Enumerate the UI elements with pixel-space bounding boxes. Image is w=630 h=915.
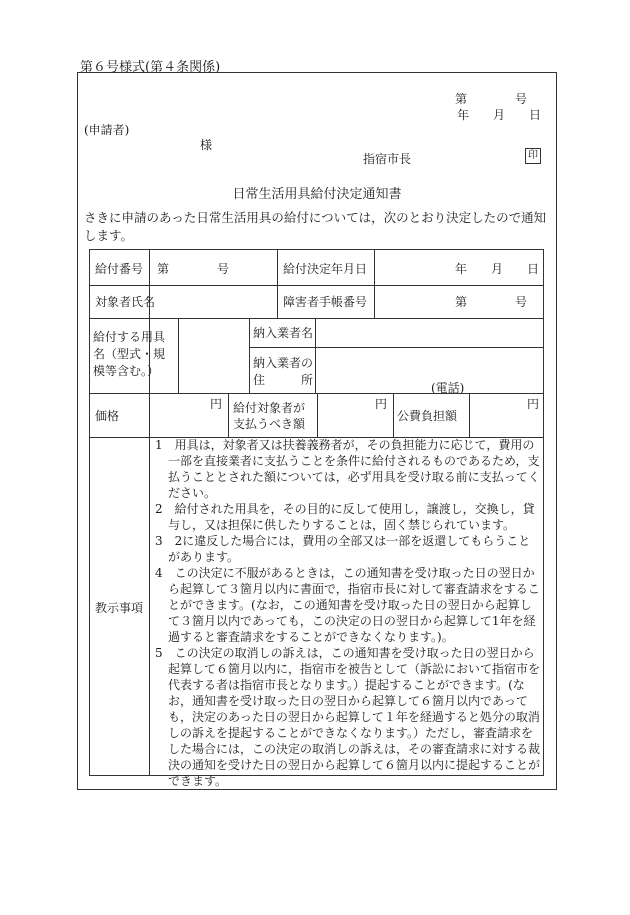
recipient-name-label: 対象者氏名 bbox=[95, 295, 156, 309]
recipient-payment-label-2: 支払うべき額 bbox=[233, 417, 306, 431]
phone-label: (電話) bbox=[431, 381, 465, 395]
decision-date-value: 年 月 日 bbox=[455, 262, 540, 276]
public-burden-label: 公費負担額 bbox=[397, 409, 458, 423]
notice-number-label: 第 号 bbox=[455, 92, 528, 106]
intro-text: さきに申請のあった日常生活用具の給付については，次のとおり決定したので通知します。 bbox=[84, 210, 547, 243]
notice-date-label: 年 月 日 bbox=[457, 108, 542, 122]
issuer-mayor: 指宿市長 bbox=[363, 152, 412, 166]
form-number-title: 第６号様式(第４条関係) bbox=[80, 60, 221, 75]
equipment-name-label: 給付する用具名（型式・規模等含む。） bbox=[93, 330, 166, 378]
public-burden-yen: 円 bbox=[527, 397, 540, 411]
handbook-number-label: 障害者手帳番号 bbox=[283, 295, 368, 309]
price-label: 価格 bbox=[95, 409, 120, 423]
handbook-number-value: 第 号 bbox=[455, 295, 528, 309]
benefit-number-label: 給付番号 bbox=[95, 262, 144, 276]
instruction-item-2: 2 給付された用具を，その目的に反して使用し，譲渡し，交換し，貸与し，又は担保に供したりすることは，固く禁じられています。 bbox=[155, 502, 535, 532]
instruction-item-4: 4 この決定に不服があるときは，この通知書を受け取った日の翌日から起算して３箇月以内に書面で，指宿市長に対して審査請求をすることができます。(なお，この通知書を受け取った日の翌日から起算して３箇月以内であっても，この決定の日の翌日から起算して1年を経過すると審査請求をすることができなくなります。)。 bbox=[155, 566, 540, 644]
vendor-name-label: 納入業者名 bbox=[253, 326, 314, 340]
instruction-item-1: 1 用具は，対象者又は扶養義務者が，その負担能力に応じて，費用の一部を直接業者に支払うことを条件に給付されるものであるため，支払うこととされた額については，必ず用具を受け取る前に支払ってください。 bbox=[155, 438, 540, 500]
decision-date-label: 給付決定年月日 bbox=[283, 262, 368, 276]
document-title: 日常生活用具給付決定通知書 bbox=[232, 187, 402, 202]
applicant-label: (申請者) bbox=[84, 123, 130, 137]
decision-table bbox=[89, 249, 544, 788]
instruction-item-3: 3 2に違反した場合には，費用の全部又は一部を返還してもらうことがあります。 bbox=[155, 534, 531, 564]
benefit-number-value: 第 号 bbox=[157, 262, 230, 276]
price-yen: 円 bbox=[210, 397, 223, 411]
instructions-list bbox=[155, 437, 541, 789]
recipient-payment-yen: 円 bbox=[375, 397, 388, 411]
vendor-address-label-1: 納入業者の bbox=[253, 356, 314, 370]
vendor-address-label-2: 住 所 bbox=[253, 373, 314, 387]
honorific-sama: 様 bbox=[200, 138, 213, 152]
recipient-payment-label-1: 給付対象者が bbox=[233, 401, 306, 415]
instruction-item-5: 5 この決定の取消しの訴えは，この通知書を受け取った日の翌日から起算して６箇月以内に，指宿市を被告として（訴訟において指宿市を代表する者は指宿市長となります。）提起することができます。(なお，通知書を受け取った日の翌日から起算して６箇月以内であっても，決定のあった日の翌日から起算して１年を経過すると処分の取消しの訴えを提起することができなくなります。）ただし，審査請求をした場合には，この決定の取消しの訴えは，その審査請求に対する裁決の通知を受けた日の翌日から起算して６箇月以内に提起することができます。 bbox=[155, 646, 541, 788]
seal-stamp-box: 印 bbox=[525, 148, 541, 164]
instructions-label: 教示事項 bbox=[95, 601, 144, 615]
